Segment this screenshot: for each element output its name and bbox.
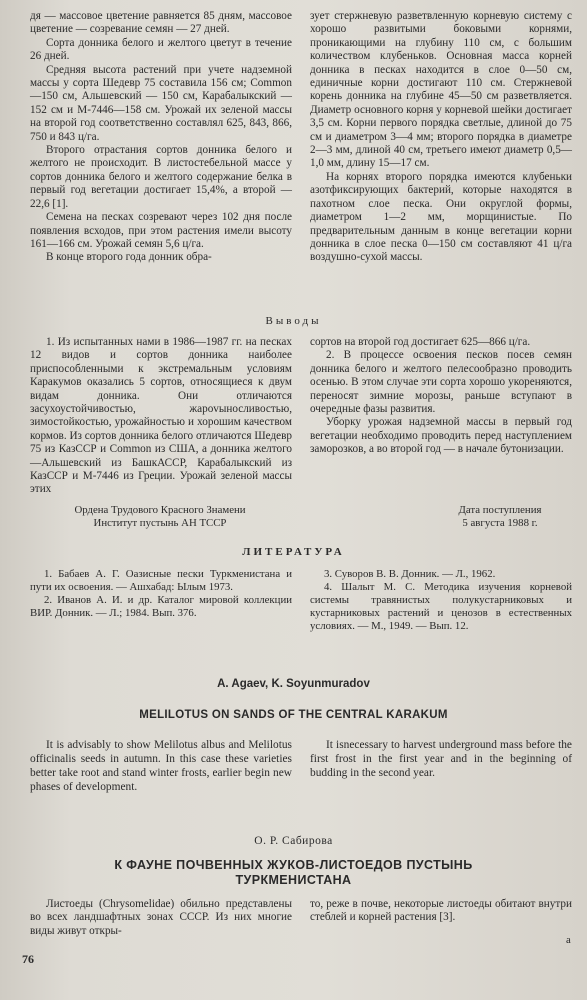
paragraph: 2. В процессе освоения песков посев семян донника белого и желтого пелесообразно проводить осенью. В этом случае эти сорта хорошо укореняются, переносят зимние морозы, раньше вступают в очередные фазы развития. — [310, 349, 572, 416]
paragraph: дя — массовое цветение равняется 85 дням, массовое цветение — созревание семян — 27 дней. — [30, 10, 292, 36]
affiliation-line: Ордена Трудового Красного Знамени — [74, 504, 246, 516]
paragraph: Листоеды (Chrysomelidae) обильно представлены во всех ландшафтных зонах СССР. Из них многие виды живут откры- — [30, 898, 292, 937]
paragraph: It is advisably to show Melilotus albus and Melilotus officinalis seeds in autumn. In this case these varieties better take root and stand winter frosts, earlier begin new phases of development. — [30, 739, 292, 793]
paragraph: Средняя высота растений при учете надземной массы у сорта Шедевр 75 составила 156 см; Common—150 см, Альшевский — 150 см, Карабалыкский — 152 см и М-7446—158 см. Урожай их зеленой массы на второй год соответственно составлял 625, 843, 866, 750 и 843 ц/га. — [30, 63, 292, 143]
literature-left — [30, 568, 292, 620]
paragraph: зует стержневую разветвленную корневую систему с хорошо развитыми боковыми корнями, проникающими на глубину 110 см, с большим количеством клубеньков. Основная масса корней донника в песках находится в слое 0—50 см, единичные корни достигают 110 см. Стержневой корень донника на глубине 45—50 см разветвляется. Диаметр основного корня у корневой шейки достигает 3,5 см. Корни первого порядка светлые, длиной до 75 см и диаметром 3—4 мм; второго порядка в диаметре 2—3 мм, длиной 40 см, третьего имеют диаметр 0,5—1,0 мм, длину 15—17 см. — [310, 10, 572, 170]
affiliation — [40, 504, 280, 530]
paragraph: Сорта донника белого и желтого цветут в течение 26 дней. — [30, 36, 292, 63]
reference: 3. Суворов В. В. Донник. — Л., 1962. — [324, 568, 496, 580]
next-article-title — [0, 858, 587, 888]
affiliation-line: Институт пустынь АН ТССР — [93, 517, 227, 529]
paragraph: Уборку урожая надземной массы в первый год вегетации необходимо проводить перед наступлением заморозков, а во второй год — в начале бутонизации. — [310, 416, 572, 456]
reference: 1. Бабаев А. Г. Оазисные пески Туркменистана и пути их освоения. — Ашхабад: Ылым 1973. — [30, 568, 292, 593]
paragraph: It isnecessary to harvest underground mass before the first frost in the first year and in the beginning of budding in the second year. — [310, 739, 572, 779]
conclusions-right-column — [310, 336, 572, 457]
received-value: 5 августа 1988 г. — [462, 517, 538, 529]
received-label: Дата поступления — [458, 504, 542, 516]
literature-heading: ЛИТЕРАТУРА — [242, 546, 345, 558]
received-date — [430, 504, 570, 530]
summary-left-column — [30, 738, 292, 794]
next-article-left — [30, 898, 292, 938]
literature-right — [310, 568, 572, 633]
paragraph: В конце второго года донник обра- — [46, 251, 212, 264]
paragraph: сортов на второй год достигает 625—866 ц/га. — [310, 336, 531, 348]
summary-title: MELILOTUS ON SANDS OF THE CENTRAL KARAKUM — [139, 709, 448, 721]
corner-mark: а — [566, 934, 571, 946]
summary-authors: A. Agaev, K. Soyunmuradov — [217, 678, 370, 690]
next-article-author: О. Р. Сабирова — [254, 835, 333, 847]
conclusions-left-column — [30, 336, 292, 497]
title-line: ТУРКМЕНИСТАНА — [235, 873, 352, 887]
paragraph: 1. Из испытанных нами в 1986—1987 гг. на песках 12 видов и сортов донника наиболее приспособленными к экстремальным условиям Каракумов оказались 5 сортов, относящиеся к двум видам донника. Они отличаются засухоустойчивостью, жароvыносливостью, зимостойкостью, урожайностью и хорошим качеством кормов. Из сортов донника белого отличаются Шедевр 75 из КазССР и Common из США, а донника желтого—Альшевский из БашкАССР, Карабалыкский из КазССР и М-7446 из Греции. Урожай зеленой массы этих — [30, 336, 292, 496]
top-right-column — [310, 10, 572, 265]
title-line: К ФАУНЕ ПОЧВЕННЫХ ЖУКОВ-ЛИСТОЕДОВ ПУСТЫНЬ — [114, 858, 473, 872]
top-left-column — [30, 10, 292, 265]
summary-right-column — [310, 738, 572, 780]
paragraph: Второго отрастания сортов донника белого и желтого не происходит. В листостебельной массе у сортов донника белого и желтого содержание белка в первый год вегетации достигает 15,4%, а второй — 22,6 [1]. — [30, 144, 292, 210]
conclusions-heading: Выводы — [265, 315, 322, 327]
reference: 4. Шалыт М. С. Методика изучения корневой системы травянистых полукустарниковых и кустарниковых растений и ценозов в естественных условиях. — М., 1949. — Вып. 12. — [310, 581, 572, 632]
next-article-right — [310, 898, 572, 925]
paragraph: то, реже в почве, некоторые листоеды обитают внутри стеблей и корней растения [3]. — [310, 898, 572, 924]
reference: 2. Иванов А. И. и др. Каталог мировой коллекции ВИР. Донник. — Л.; 1984. Вып. 376. — [30, 594, 292, 619]
paragraph: Семена на песках созревают через 102 дня после появления всходов, при этом растения имели высоту 161—166 см. Урожай семян 5,6 ц/га. — [30, 211, 292, 250]
page-number: 76 — [22, 952, 34, 966]
paragraph: На корнях второго порядка имеются клубеньки азотфиксирующих бактерий, которые находятся в пахотном слое песка. Они округлой формы, диаметром 1—2 мм, морщинистые. По предварительным данным в конце вегетации корни донника в слое песка 0—150 см составляют 41 ц/га воздушно-сухой массы. — [310, 170, 572, 264]
